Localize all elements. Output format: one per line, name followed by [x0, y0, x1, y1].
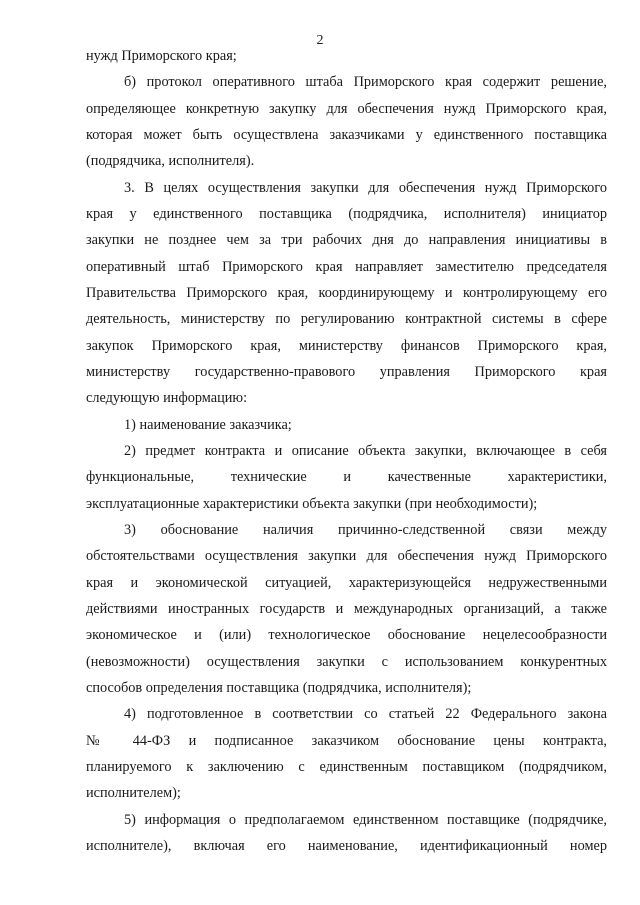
- text-line: края и экономической ситуацией, характеризующейся недружественными: [86, 575, 607, 591]
- text-line: функциональные, технические и качественные характеристики,: [86, 469, 607, 485]
- text-line: способов определения поставщика (подрядчика, исполнителя);: [86, 680, 472, 696]
- text-line: 2) предмет контракта и описание объекта закупки, включающее в себя: [124, 443, 607, 459]
- text-line: закупки не позднее чем за три рабочих дня до направления инициативы в: [86, 232, 607, 248]
- text-line: исполнителе), включая его наименование, идентификационный номер: [86, 838, 607, 854]
- text-line: края у единственного поставщика (подрядчика, исполнителя) инициатор: [86, 206, 607, 222]
- text-line: (невозможности) осуществления закупки с использованием конкурентных: [86, 654, 607, 670]
- text-line: нужд Приморского края;: [86, 48, 237, 64]
- text-line: 3) обоснование наличия причинно-следственной связи между: [124, 522, 607, 538]
- text-line: 4) подготовленное в соответствии со статьей 22 Федерального закона: [124, 706, 607, 722]
- text-line: эксплуатационные характеристики объекта закупки (при необходимости);: [86, 496, 538, 512]
- page-number: 2: [316, 33, 324, 48]
- text-line: действиями иностранных государств и международных организаций, а также: [86, 601, 607, 617]
- text-line: которая может быть осуществлена заказчиками у единственного поставщика: [86, 127, 607, 143]
- text-line: определяющее конкретную закупку для обеспечения нужд Приморского края,: [86, 101, 607, 117]
- text-line: 5) информация о предполагаемом единственном поставщике (подрядчике,: [124, 812, 607, 828]
- text-line: б) протокол оперативного штаба Приморского края содержит решение,: [124, 74, 607, 90]
- text-line: экономическое и (или) технологическое обоснование нецелесообразности: [86, 627, 607, 643]
- text-line: закупок Приморского края, министерству финансов Приморского края,: [86, 338, 607, 354]
- text-line: планируемого к заключению с единственным поставщиком (подрядчиком,: [86, 759, 607, 775]
- text-line: 3. В целях осуществления закупки для обеспечения нужд Приморского: [124, 180, 607, 196]
- text-line: 1) наименование заказчика;: [124, 417, 292, 433]
- text-line: Правительства Приморского края, координирующему и контролирующему его: [86, 285, 607, 301]
- text-line: деятельность, министерству по регулированию контрактной системы в сфере: [86, 311, 607, 327]
- text-line: следующую информацию:: [86, 390, 248, 406]
- text-line: (подрядчика, исполнителя).: [86, 153, 255, 169]
- text-line: министерству государственно-правового управления Приморского края: [86, 364, 607, 380]
- text-line: № 44-ФЗ и подписанное заказчиком обоснование цены контракта,: [86, 733, 607, 749]
- text-line: исполнителем);: [86, 785, 181, 801]
- text-line: обстоятельствами осуществления закупки для обеспечения нужд Приморского: [86, 548, 607, 564]
- text-line: оперативный штаб Приморского края направляет заместителю председателя: [86, 259, 607, 275]
